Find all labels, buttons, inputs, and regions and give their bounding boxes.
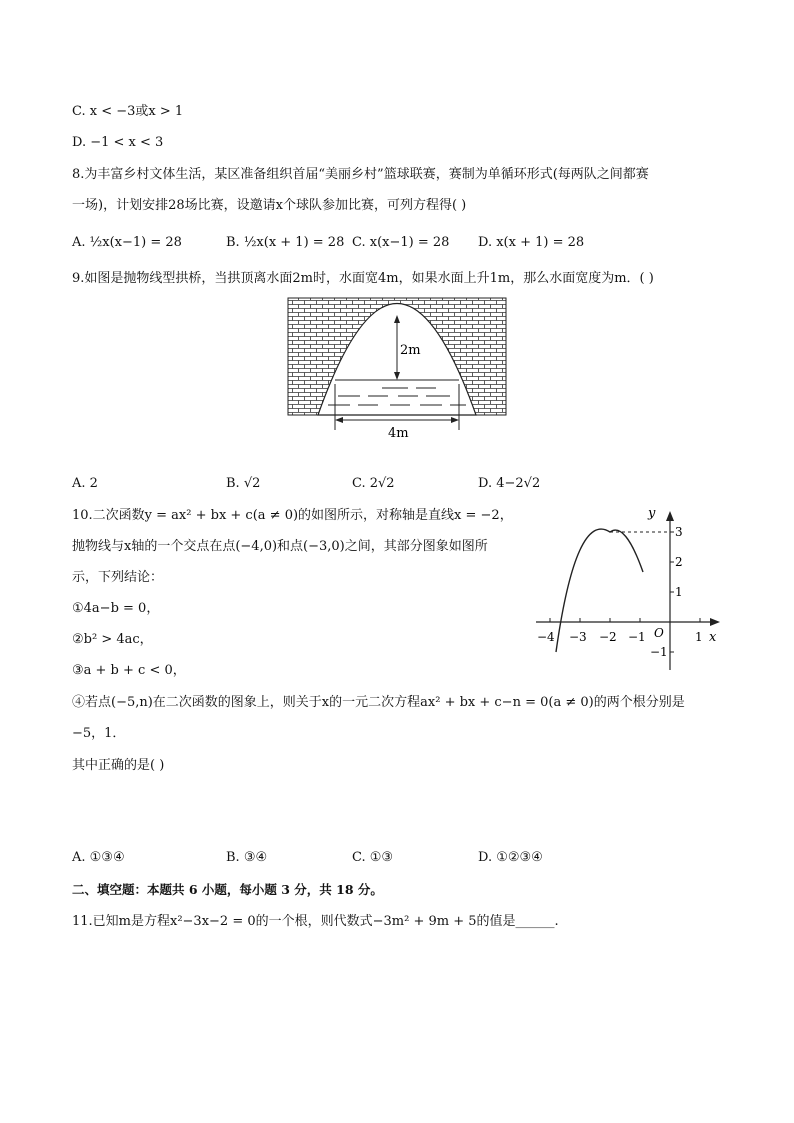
x-tick-neg3: −3: [569, 630, 587, 644]
q9-option-c: C. 2√2: [352, 476, 395, 491]
q9-stem: 9.如图是抛物线型拱桥，当拱顶离水面2m时，水面宽4m，如果水面上升1m，那么水面宽度为m．( ): [72, 271, 654, 286]
y-tick-2: 2: [675, 555, 683, 569]
q8-stem-line2: 一场)，计划安排28场比赛，设邀请x个球队参加比赛，可列方程得( ): [72, 198, 467, 213]
y-tick-1: 1: [675, 585, 683, 599]
q10-question: 其中正确的是( ): [72, 758, 165, 773]
q7-option-d: D. −1 < x < 3: [72, 135, 164, 150]
q10-stem-line2: 抛物线与x轴的一个交点在点(−4,0)和点(−3,0)之间，其部分图象如图所: [72, 539, 488, 554]
q9-option-b: B. √2: [226, 476, 261, 491]
q8-option-c: C. x(x−1) = 28: [352, 235, 450, 250]
x-tick-1: 1: [695, 630, 703, 644]
q8-option-b: B. ½x(x + 1) = 28: [226, 235, 345, 250]
q10-option-a: A. ①③④: [72, 850, 125, 865]
height-label: 2m: [400, 343, 421, 358]
q10-option-b: B. ③④: [226, 850, 268, 865]
q11-stem: 11.已知m是方程x²−3x−2 = 0的一个根，则代数式−3m² + 9m + 5的值是______.: [72, 914, 559, 929]
q10-stem-line3: 示，下列结论：: [72, 570, 164, 585]
q10-option-c: C. ①③: [352, 850, 394, 865]
q9-option-d: D. 4−2√2: [478, 476, 541, 491]
section-2-heading: 二、填空题：本题共 6 小题，每小题 3 分，共 18 分。: [72, 882, 383, 897]
y-tick-neg1: −1: [650, 645, 668, 659]
x-tick-neg2: −2: [599, 630, 617, 644]
q7-option-c: C. x < −3或x > 1: [72, 104, 184, 119]
x-axis-label: x: [709, 630, 717, 645]
q10-conclusion-2: ②b² > 4ac，: [72, 632, 153, 647]
arch-bridge-figure: [280, 292, 514, 442]
width-label: 4m: [388, 426, 409, 441]
q8-option-d: D. x(x + 1) = 28: [478, 235, 585, 250]
q10-option-d: D. ①②③④: [478, 850, 543, 865]
q8-option-a: A. ½x(x−1) = 28: [72, 235, 182, 250]
parabola-graph: [528, 505, 728, 675]
y-axis-label: y: [648, 506, 656, 521]
q9-option-a: A. 2: [72, 476, 98, 491]
q10-stem-line1: 10.二次函数y = ax² + bx + c(a ≠ 0)的如图所示，对称轴是直线x = −2，: [72, 508, 513, 523]
q10-conclusion-3: ③a + b + c < 0，: [72, 663, 186, 678]
q10-conclusion-4: ④若点(−5,n)在二次函数的图象上，则关于x的一元二次方程ax² + bx + c−n = 0(a ≠ 0)的两个根分别是: [72, 695, 685, 710]
q10-conclusion-1: ①4a−b = 0，: [72, 601, 160, 616]
x-tick-neg1: −1: [628, 630, 646, 644]
x-tick-neg4: −4: [537, 630, 555, 644]
y-tick-3: 3: [675, 525, 683, 539]
origin-label: O: [654, 626, 664, 640]
q8-stem-line1: 8.为丰富乡村文体生活，某区准备组织首届“美丽乡村”篮球联赛，赛制为单循环形式(每两队之间都赛: [72, 167, 649, 182]
q10-conclusion-4-roots: −5，1．: [72, 726, 126, 741]
